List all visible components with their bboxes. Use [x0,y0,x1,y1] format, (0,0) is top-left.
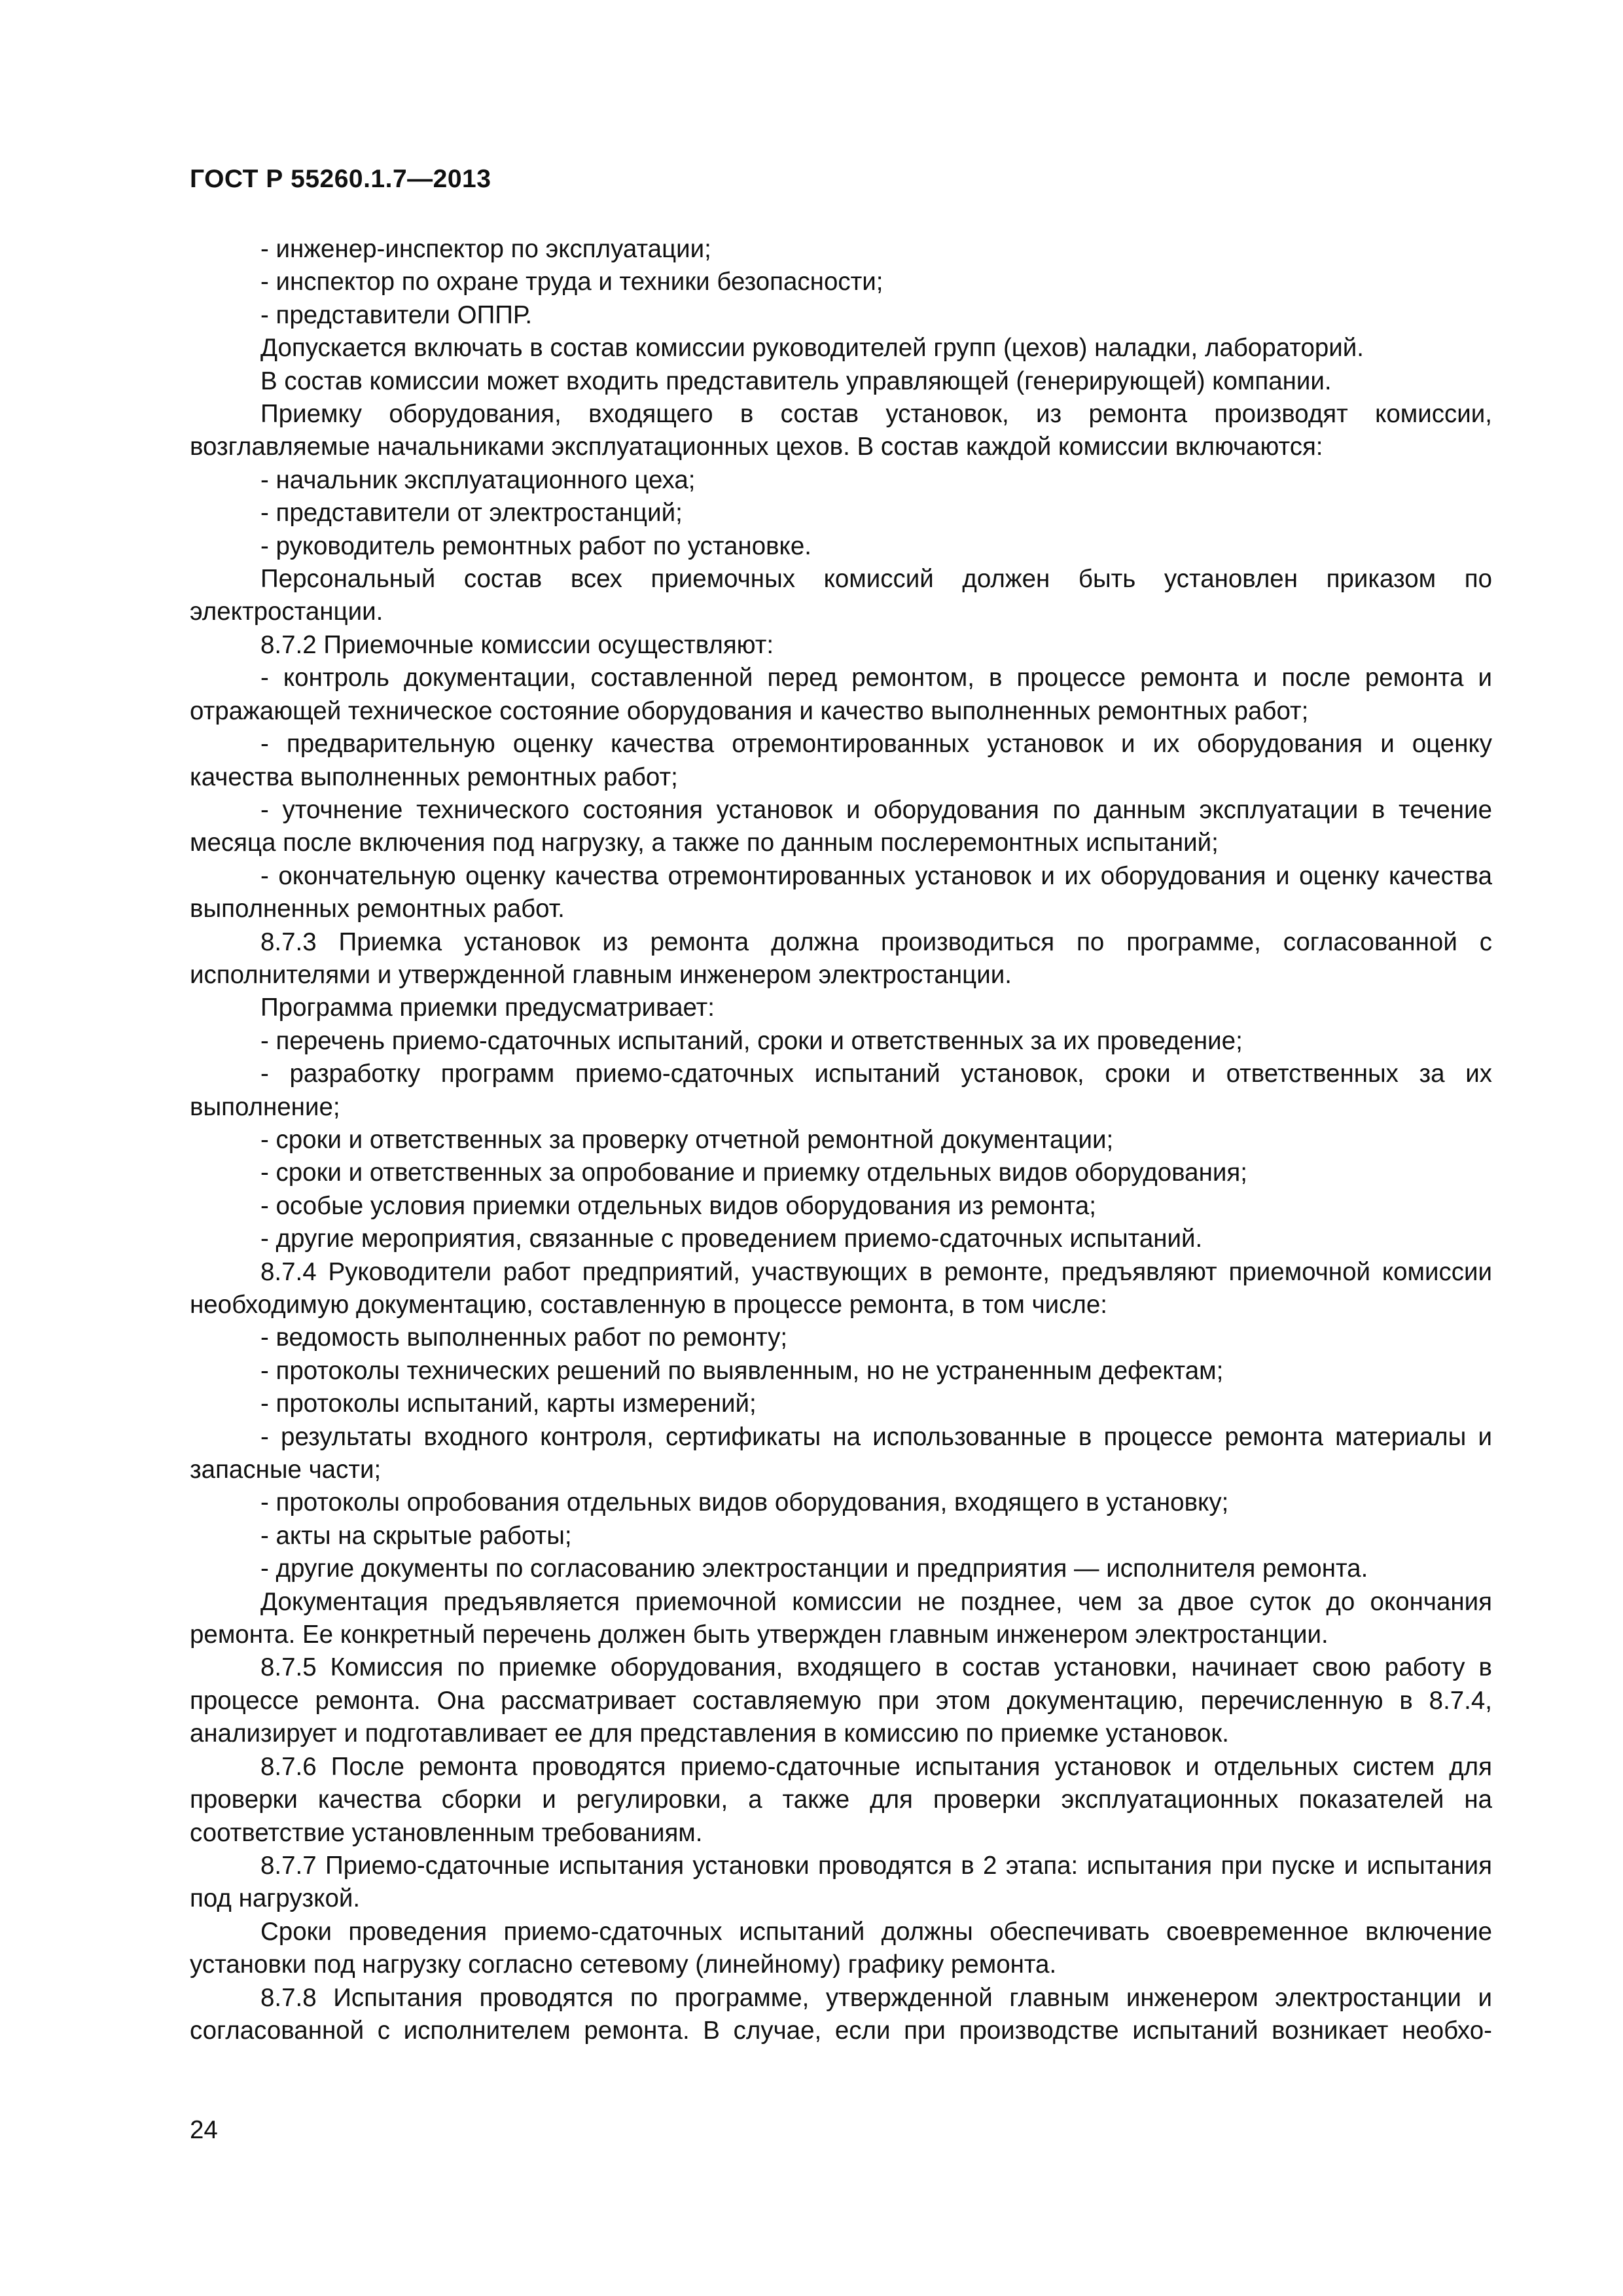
paragraph: 8.7.3 Приемка установок из ремонта должна производиться по программе, согласованной с исполнителями и утвержденной главным инженером электростанции. [190,927,1492,989]
paragraph: - ведомость выполненных работ по ремонту; [260,1323,788,1352]
paragraph: 8.7.7 Приемо-сдаточные испытания установки проводятся в 2 этапа: испытания при пуске и испытания под нагрузкой. [190,1851,1492,1913]
paragraph: 8.7.5 Комиссия по приемке оборудования, входящего в состав установки, начинает свою работу в процессе ремонта. Она рассматривает составляемую при этом документацию, перечисленную в 8.7.4, анализирует и подготавливает ее для представления в комиссию по приемке установок. [190,1653,1492,1748]
paragraph: - предварительную оценку качества отремонтированных установок и их оборудования и оценку качества выполненных ремонтных работ; [190,730,1492,791]
paragraph: В состав комиссии может входить представитель управляющей (генерирующей) компании. [260,367,1332,395]
paragraph: 8.7.2 Приемочные комиссии осуществляют: [260,630,774,659]
paragraph: - уточнение технического состояния установок и оборудования по данным эксплуатации в течение месяца после включения под нагрузку, а также по данным послеремонтных испытаний; [190,795,1492,857]
paragraph: 8.7.6 После ремонта проводятся приемо-сдаточные испытания установок и отдельных систем для проверки качества сборки и регулировки, а также для проверки эксплуатационных показателей на соответствие установленным требованиям. [190,1752,1492,1847]
paragraph: - представители от электростанций; [260,499,683,528]
paragraph: Сроки проведения приемо-сдаточных испытаний должны обеспечивать своевременное включение установки под нагрузку согласно сетевому (линейному) графику ремонта. [190,1917,1492,1979]
paragraph: - контроль документации, составленной перед ремонтом, в процессе ремонта и после ремонта и отражающей техническое состояние оборудования и качество выполненных ремонтных работ; [190,664,1492,725]
paragraph: - сроки и ответственных за проверку отчетной ремонтной документации; [260,1125,1114,1154]
paragraph: - сроки и ответственных за опробование и приемку отдельных видов оборудования; [260,1158,1247,1187]
paragraph: - акты на скрытые работы; [260,1521,572,1550]
paragraph: - представители ОППР. [260,300,533,329]
paragraph: - руководитель ремонтных работ по установке. [260,531,812,560]
paragraph: Программа приемки предусматривает: [260,994,715,1022]
paragraph: - другие мероприятия, связанные с проведением приемо-сдаточных испытаний. [260,1225,1203,1253]
paragraph: - инспектор по охране труда и техники безопасности; [260,268,883,296]
document-body [190,233,1492,2047]
paragraph: - протоколы технических решений по выявленным, но не устраненным дефектам; [260,1356,1224,1385]
paragraph: Персональный состав всех приемочных комиссий должен быть установлен приказом по электростанции. [190,565,1492,626]
paragraph: - особые условия приемки отдельных видов оборудования из ремонта; [260,1191,1096,1220]
paragraph: - инженер-инспектор по эксплуатации; [260,235,711,263]
paragraph: 8.7.8 Испытания проводятся по программе, утвержденной главным инженером электростанции и согласованной с исполнителем ремонта. В случае, если при производстве испытаний возникает необхо- [190,1983,1492,2045]
document-header: ГОСТ Р 55260.1.7—2013 [190,165,491,193]
paragraph: - протоколы опробования отдельных видов оборудования, входящего в установку; [260,1488,1229,1517]
paragraph: - перечень приемо-сдаточных испытаний, сроки и ответственных за их проведение; [260,1026,1243,1055]
paragraph: Документация предъявляется приемочной комиссии не позднее, чем за двое суток до окончания ремонта. Ее конкретный перечень должен быть утвержден главным инженером электростанции. [190,1587,1492,1649]
paragraph: 8.7.4 Руководители работ предприятий, участвующих в ремонте, предъявляют приемочной комиссии необходимую документацию, составленную в процессе ремонта, в том числе: [190,1257,1492,1319]
paragraph: - окончательную оценку качества отремонтированных установок и их оборудования и оценку качества выполненных ремонтных работ. [190,861,1492,924]
paragraph: Приемку оборудования, входящего в состав установок, из ремонта производят комиссии, возглавляемые начальниками эксплуатационных цехов. В состав каждой комиссии включаются: [190,400,1492,461]
paragraph: - другие документы по согласованию электростанции и предприятия — исполнителя ремонта. [260,1554,1368,1583]
paragraph: - протоколы испытаний, карты измерений; [260,1390,757,1418]
paragraph: - начальник эксплуатационного цеха; [260,465,696,494]
paragraph: - разработку программ приемо-сдаточных испытаний установок, сроки и ответственных за их выполнение; [190,1060,1492,1121]
paragraph: - результаты входного контроля, сертификаты на использованные в процессе ремонта материалы и запасные части; [190,1422,1492,1484]
page-number: 24 [190,2116,218,2144]
paragraph: Допускается включать в состав комиссии руководителей групп (цехов) наладки, лабораторий. [260,334,1364,363]
